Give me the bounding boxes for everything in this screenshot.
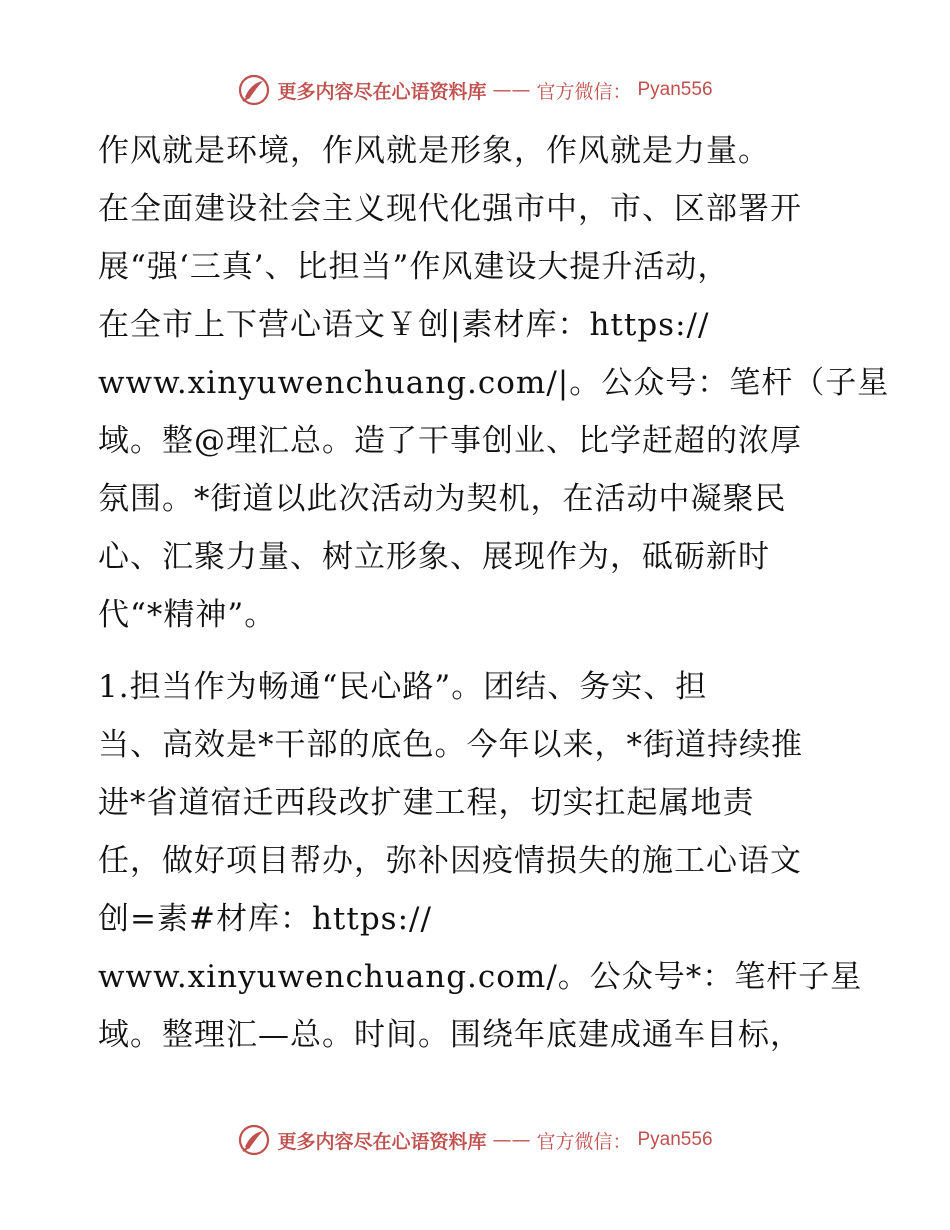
- text-line: 任，做好项目帮办，弥补因疫情损失的施工心语文: [98, 843, 802, 879]
- text-line: 创=素#材库：https://: [98, 901, 432, 937]
- text-line: 在全市上下营心语文￥创|素材库：https://: [98, 307, 710, 343]
- banner-account: Pyan556: [637, 79, 713, 100]
- paragraph-1: [98, 122, 890, 644]
- text-line: 代“*精神”。: [98, 597, 277, 633]
- paragraph-2: [98, 658, 863, 1064]
- footer-banner: [0, 1120, 950, 1160]
- document-body: [98, 122, 890, 1064]
- pen-logo-icon: [237, 73, 271, 107]
- text-line: 域。整@理汇总。造了干事创业、比学赶超的浓厚: [98, 423, 802, 459]
- banner-account: Pyan556: [637, 1129, 713, 1150]
- text-line: 进*省道宿迁西段改扩建工程，切实扛起属地责: [98, 785, 755, 821]
- paragraph-gap: [98, 644, 858, 658]
- banner-text: 更多内容尽在心语资料库: [277, 1130, 487, 1153]
- banner-separator: ——: [492, 1129, 531, 1151]
- pen-logo-icon: [237, 1123, 271, 1157]
- text-line: 域。整理汇—总。时间。围绕年底建成通车目标，: [98, 1017, 802, 1053]
- text-line: 当、高效是*干部的底色。今年以来，*街道持续推: [98, 727, 803, 763]
- text-line: 展“强‘三真’、比担当”作风建设大提升活动，: [98, 249, 730, 285]
- text-line: 作风就是环境，作风就是形象，作风就是力量。: [98, 133, 770, 169]
- banner-text: 更多内容尽在心语资料库: [277, 80, 487, 103]
- text-line: 在全面建设社会主义现代化强市中，市、区部署开: [98, 191, 802, 227]
- text-line: www.xinyuwenchuang.com/。公众号*：笔杆子星: [98, 959, 863, 995]
- header-banner: [0, 70, 950, 110]
- text-line: 氛围。*街道以此次活动为契机，在活动中凝聚民: [98, 481, 787, 517]
- banner-wechat-label: 官方微信：: [536, 80, 632, 103]
- text-line: 1.担当作为畅通“民心路”。团结、务实、担: [98, 669, 708, 705]
- text-line: 心、汇聚力量、树立形象、展现作为，砥砺新时: [98, 539, 770, 575]
- text-line: www.xinyuwenchuang.com/|。公众号：笔杆（子星: [98, 365, 890, 401]
- banner-separator: ——: [492, 79, 531, 101]
- banner-wechat-label: 官方微信：: [536, 1130, 632, 1153]
